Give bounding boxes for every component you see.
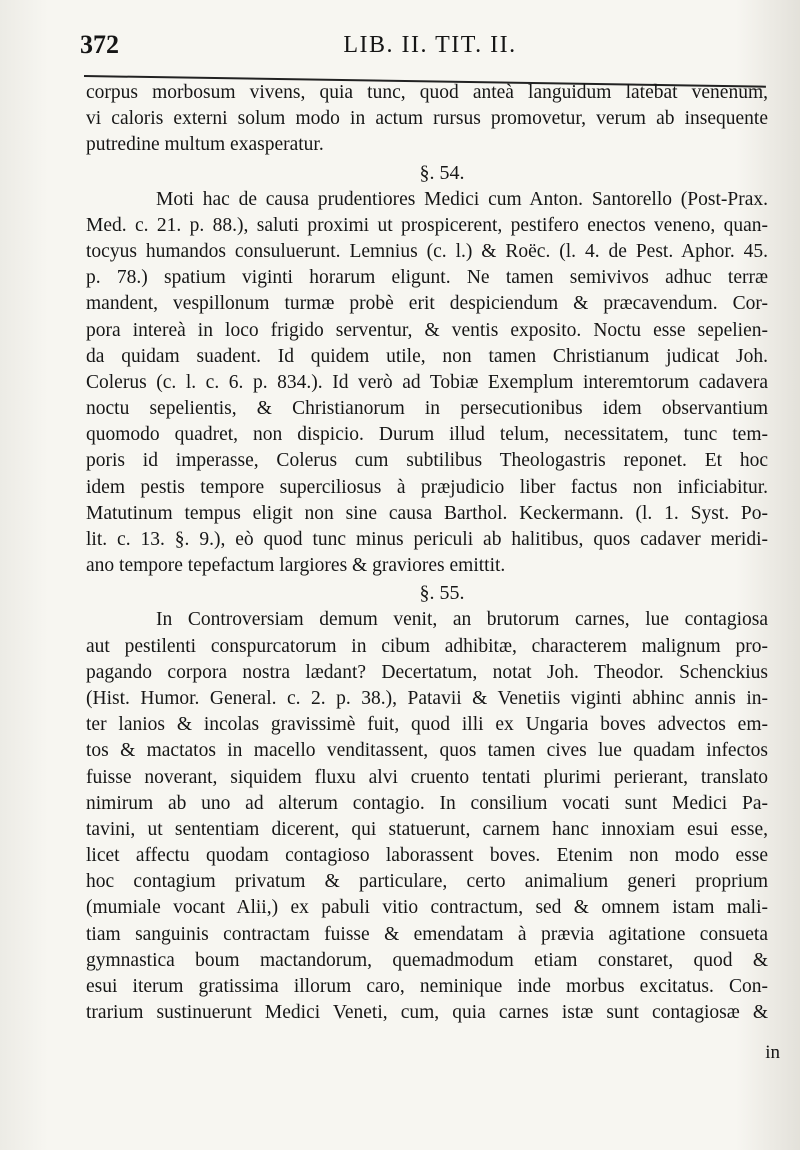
catchword: in [765,1042,780,1063]
text-line: corpus morbosum vivens, quia tunc, quod anteà languidum latebat venenum, [86,82,768,103]
paragraph-continuation [86,80,768,159]
text-line: quomodo quadret, non dispicio. Durum illud telum, necessitatem, tunc tem- [86,424,768,446]
text-line: nimirum ab uno ad alterum contagio. In consilium vocati sunt Medici Pa- [86,792,768,814]
text-line: Colerus (c. l. c. 6. p. 834.). Id verò ad Tobiæ Exemplum interemtorum cadavera [86,371,768,393]
text-line: vi caloris externi solum modo in actum rursus promovetur, verum ab insequente [86,108,768,130]
text-line: tocyus humandos consuluerunt. Lemnius (c. l.) & Roëc. (l. 4. de Pest. Aphor. 45. [86,240,768,262]
paragraph-55 [86,607,768,1026]
text-line: hoc contagium privatum & particulare, certo animalium generi proprium [86,871,768,893]
page-number: 372 [80,30,119,59]
text-line: ter lanios & incolas gravissimè fuit, quod illi ex Ungaria boves advectos em- [86,714,768,736]
text-line: In Controversiam demum venit, an brutorum carnes, lue contagiosa [156,609,768,631]
text-line: pagando corpora nostra lædant? Decertatum, notat Joh. Theodor. Schenckius [86,661,768,683]
text-line: lit. c. 13. §. 9.), eò quod tunc minus periculi ab halitibus, quos cadaver meridi- [86,529,768,550]
text-line: ano tempore tepefactum largiores & graviores emittit. [86,555,506,577]
running-head: LIB. II. TIT. II. [343,32,517,58]
section-heading-55: §. 55. [419,582,465,605]
text-line: gymnastica boum mactandorum, quemadmodum etiam constaret, quod & [86,949,768,971]
text-line: pora intereà in loco frigido serventur, & ventis exposito. Noctu esse sepelien- [86,319,768,341]
paragraph-54 [86,187,768,580]
text-line: poris id imperasse, Colerus cum subtilibus Theologastris reponet. Et hoc [86,450,768,472]
text-line: putredine multum exasperatur. [86,134,324,156]
text-line: tos & mactatos in macello venditassent, quos tamen cives lue quadam infectos [86,740,768,762]
text-line: p. 78.) spatium viginti horarum eligunt. Ne tamen semivivos adhuc terræ [86,267,768,289]
text-line: aut pestilenti conspurcatorum in cibum adhibitæ, characterem malignum pro- [86,635,768,657]
text-line: (mumiale vocant Alii,) ex pabuli vitio contractum, sed & omnem istam mali- [86,897,768,919]
text-line: trarium sustinuerunt Medici Veneti, cum, quia carnes istæ sunt contagiosæ & [86,1002,768,1024]
section-heading-54: §. 54. [419,161,465,184]
text-line: noctu sepelientis, & Christianorum in persecutionibus idem observantium [86,398,768,420]
text-line: idem pestis tempore superciliosus à præjudicio liber factus non inficiabitur. [86,476,768,498]
text-line: tiam sanguinis contractam fuisse & emendatam à prævia agitatione consueta [86,923,768,945]
text-line: (Hist. Humor. General. c. 2. p. 38.), Patavii & Venetiis viginti abhinc annis in- [86,687,768,709]
text-line: esui iterum gratissima illorum caro, neminique inde morbus excitatus. Con- [86,976,768,997]
text-line: fuisse noverant, siquidem fluxu alvi cruento tentati plurimi perierant, translato [86,766,768,788]
text-line: Moti hac de causa prudentiores Medici cum Anton. Santorello (Post-Prax. [156,188,768,210]
text-line: tavini, ut sententiam dicerent, qui statuerunt, carnem hanc innoxiam esui esse, [86,818,768,840]
text-line: da quidam suadent. Id quidem utile, non tamen Christianum judicat Joh. [86,345,768,367]
text-line: Matutinum tempus eligit non sine causa Barthol. Keckermann. (l. 1. Syst. Po- [86,502,768,524]
text-line: licet affectu quodam contagioso laborassent boves. Etenim non modo esse [86,845,768,867]
body-text [86,80,768,1026]
page-header [80,30,780,64]
text-line: mandent, vespillonum turmæ probè erit despiciendum & præcavendum. Cor- [86,293,768,315]
text-line: Med. c. 21. p. 88.), saluti proximi ut prospicerent, pestifero enectos veneno, quan- [86,214,768,236]
